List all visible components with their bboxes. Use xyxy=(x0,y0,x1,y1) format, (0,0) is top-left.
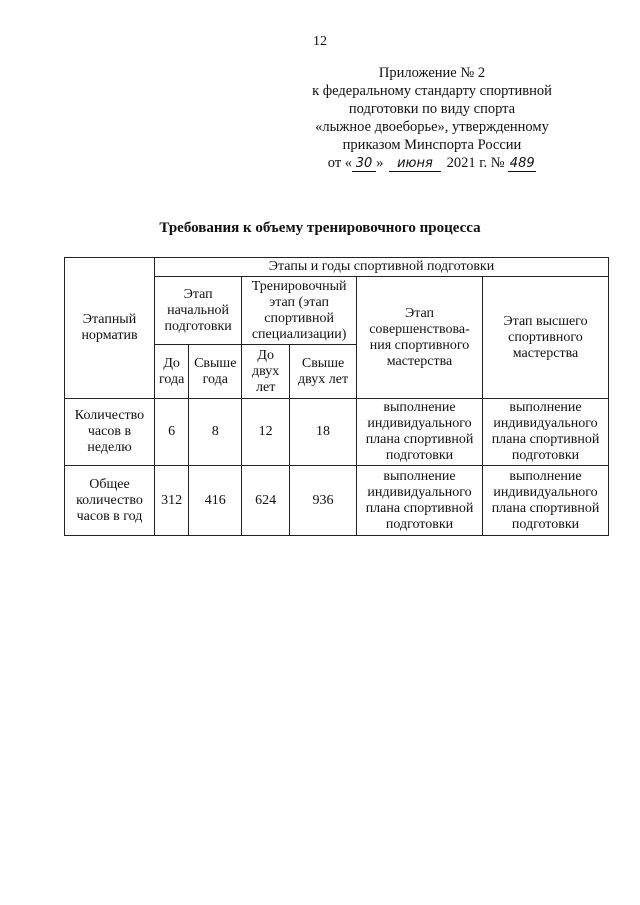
document-title: Требования к объему тренировочного процесса xyxy=(159,220,481,236)
handwritten-order-number: 489 xyxy=(509,156,535,171)
stages-header: Этапы и годы спортивной подготовки xyxy=(155,258,609,277)
appendix-line: подготовки по виду спорта xyxy=(348,101,516,117)
table-cell: 12 xyxy=(242,399,290,466)
table-cell: 6 xyxy=(155,399,189,466)
page-number: 12 xyxy=(313,34,327,49)
appendix-block xyxy=(282,64,582,172)
table-cell: 936 xyxy=(290,466,357,536)
handwritten-month: июня xyxy=(389,157,441,172)
stage-initial-header: Этап начальной подготовки xyxy=(155,277,242,345)
appendix-date-line xyxy=(282,154,582,172)
table-cell: 8 xyxy=(189,399,242,466)
stage-improvement-header: Этап совершенствова-ния спортивного мастерства xyxy=(357,277,483,399)
date-prefix: от « xyxy=(327,155,353,171)
subheader-over-year: Свыше года xyxy=(189,345,242,399)
table-header-row xyxy=(65,258,609,277)
norm-header: Этапный норматив xyxy=(65,258,155,399)
stage-highest-header: Этап высшего спортивного мастерства xyxy=(483,277,609,399)
subheader-up-to-year: До года xyxy=(155,345,189,399)
stage-training-header: Тренировочный этап (этап спортивной специализации) xyxy=(242,277,357,345)
table-cell: выполнение индивидуального плана спортивной подготовки xyxy=(357,466,483,536)
table-cell: выполнение индивидуального плана спортивной подготовки xyxy=(483,399,609,466)
row-label: Количество часов в неделю xyxy=(65,399,155,466)
appendix-line: «лыжное двоеборье», утвержденному xyxy=(315,119,549,135)
table-cell: выполнение индивидуального плана спортивной подготовки xyxy=(357,399,483,466)
table-cell: 416 xyxy=(189,466,242,536)
table-row xyxy=(65,466,609,536)
date-year: 2021 г. № xyxy=(446,155,505,171)
table-cell: 624 xyxy=(242,466,290,536)
table-cell: 312 xyxy=(155,466,189,536)
requirements-table xyxy=(64,257,609,536)
table-cell: выполнение индивидуального плана спортивной подготовки xyxy=(483,466,609,536)
table-row xyxy=(65,399,609,466)
handwritten-day: 30 xyxy=(352,157,376,172)
appendix-line: приказом Минспорта России xyxy=(342,137,522,153)
date-mid: » xyxy=(376,155,384,171)
row-label: Общее количество часов в год xyxy=(65,466,155,536)
subheader-over-two-years: Свыше двух лет xyxy=(290,345,357,399)
appendix-line: Приложение № 2 xyxy=(378,65,486,81)
table-cell: 18 xyxy=(290,399,357,466)
appendix-line: к федеральному стандарту спортивной xyxy=(312,83,552,99)
subheader-up-to-two-years: До двух лет xyxy=(242,345,290,399)
